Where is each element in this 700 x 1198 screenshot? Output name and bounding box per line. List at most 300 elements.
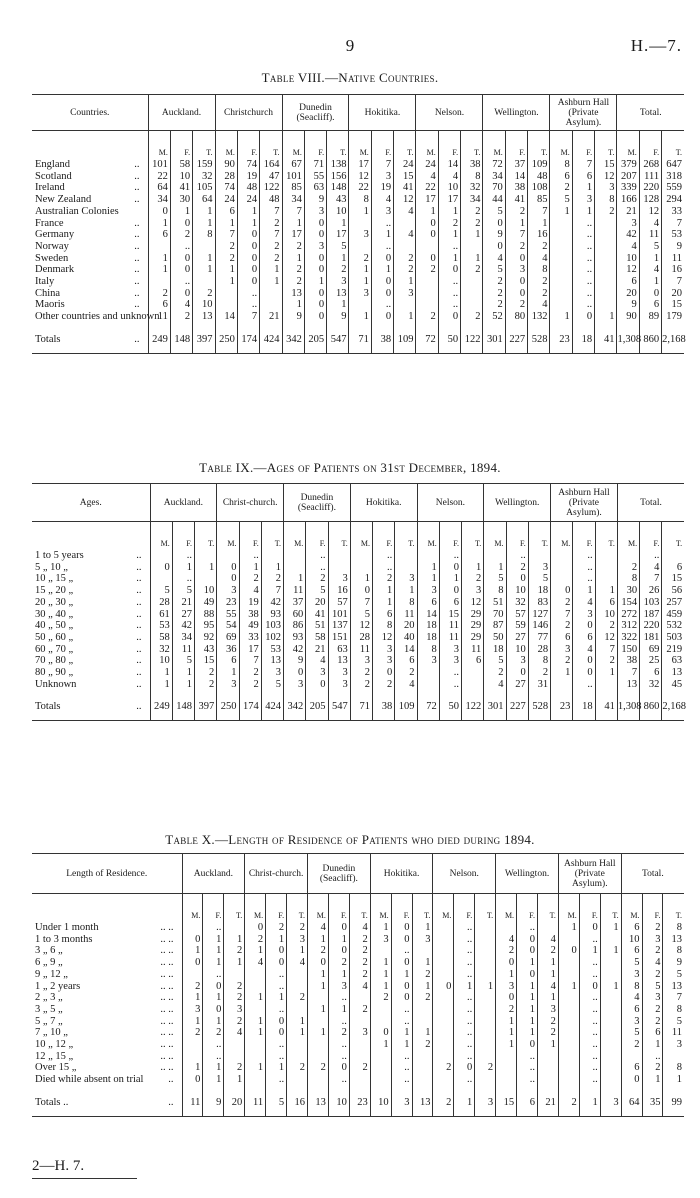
table-cell (550, 276, 572, 288)
table-cell: 3 (182, 1004, 203, 1016)
table-cell (394, 299, 416, 311)
table-cell: 0 (454, 1062, 475, 1074)
table-cell: 3 (573, 609, 595, 621)
table-cell (663, 1051, 684, 1063)
table-cell: 12 (349, 171, 371, 183)
table-cell: 5 (306, 585, 328, 597)
table-cell: 0 (558, 945, 579, 957)
row-dots: .. (136, 678, 142, 690)
table-cell: .. (439, 667, 461, 679)
table-cell: 1 (573, 585, 595, 597)
table-cell: 0 (304, 229, 326, 241)
table-cell: 9 (662, 241, 684, 253)
table-cell: 34 (282, 194, 304, 206)
table-cell: 151 (328, 632, 350, 644)
table-cell: 58 (306, 632, 328, 644)
table-cell (245, 1074, 266, 1086)
table-cell: 1 (517, 1004, 538, 1016)
table-cell: 0 (371, 276, 393, 288)
table-cell: 8 (550, 159, 572, 171)
table-cell: 27 (506, 632, 528, 644)
table-cell: 1 (438, 229, 460, 241)
table-cell: 2 (328, 1027, 349, 1039)
table-cell: 146 (528, 620, 550, 632)
table-cell: 0 (573, 655, 595, 667)
table-cell: 1 (663, 1074, 684, 1086)
table-cell (600, 1074, 621, 1086)
table-cell (148, 276, 170, 288)
table-cell: 0 (621, 1074, 642, 1086)
table-cell: 11 (395, 609, 417, 621)
table-cell: 7 (237, 311, 259, 323)
mft-label: M. (370, 894, 391, 923)
table-cell: 3 (417, 585, 439, 597)
table-row (32, 311, 684, 323)
table-cell: 2 (461, 264, 483, 276)
table-cell: 2 (528, 276, 550, 288)
table-cell: 10 (370, 1086, 391, 1116)
table-row (32, 644, 684, 656)
table-cell: 13 (663, 981, 684, 993)
table-cell: 51 (484, 597, 506, 609)
table-cell: 0 (266, 1027, 287, 1039)
table-row (32, 194, 684, 206)
mft-label: T. (595, 522, 617, 551)
table-cell: 103 (261, 620, 283, 632)
table-cell: 1 (537, 992, 558, 1004)
table-cell: 1 (266, 1062, 287, 1074)
table-cell: 32 (506, 597, 528, 609)
table-cell: 8 (395, 597, 417, 609)
table-cell: .. (572, 253, 594, 265)
table-cell: 8 (663, 945, 684, 957)
table-cell: 37 (284, 597, 306, 609)
table-cell: 268 (639, 159, 661, 171)
table-cell: 127 (528, 609, 550, 621)
table-cell: 1 (150, 667, 172, 679)
mft-label: M. (215, 131, 237, 160)
table-cell: 11 (639, 229, 661, 241)
table-cell (284, 562, 306, 574)
table-cell (461, 288, 483, 300)
row-dots: .. (134, 229, 140, 241)
table-cell: 13 (282, 288, 304, 300)
table-cell: .. (371, 218, 393, 230)
table-cell: 4 (483, 253, 505, 265)
table-cell: 48 (260, 194, 282, 206)
table-cell: 101 (282, 171, 304, 183)
table-cell (595, 276, 617, 288)
table-cell (349, 1074, 370, 1086)
column-header: Wellington. (496, 854, 559, 894)
table-cell: 3 (373, 655, 395, 667)
table-cell: 1 (579, 1086, 600, 1116)
table-cell: .. (579, 1039, 600, 1051)
table-cell: 2 (394, 264, 416, 276)
table-cell: 4 (537, 981, 558, 993)
table-cell: 21 (172, 597, 194, 609)
table-cell: 0 (551, 585, 573, 597)
table-cell: 1 (595, 667, 617, 679)
table-cell: 2 (483, 299, 505, 311)
table-cell: 181 (640, 632, 662, 644)
table-cell: 2 (182, 1027, 203, 1039)
table-cell: 42 (172, 620, 194, 632)
table-cell: 85 (282, 182, 304, 194)
table-cell (550, 218, 572, 230)
table-cell: 8 (663, 1004, 684, 1016)
table-cell (475, 1074, 496, 1086)
table-cell: 3 (391, 1086, 412, 1116)
table-cell: 70 (484, 609, 506, 621)
table-cell: 1 (215, 218, 237, 230)
table-cell (475, 992, 496, 1004)
row-label: Denmark (35, 264, 75, 276)
table-cell (370, 1004, 391, 1016)
table-cell: 2 (617, 562, 639, 574)
table-cell (433, 1016, 454, 1028)
mft-label: F. (239, 522, 261, 551)
table-cell: 0 (517, 969, 538, 981)
table-cell (215, 288, 237, 300)
mft-label: T. (395, 522, 417, 551)
table-cell (245, 1004, 266, 1016)
table-cell (496, 1062, 517, 1074)
table-cell: 1 (639, 253, 661, 265)
table-row (32, 218, 684, 230)
table-cell: 1 (496, 1016, 517, 1028)
table-cell: 89 (639, 311, 661, 323)
table-cell: 0 (416, 229, 438, 241)
table-cell: 4 (308, 922, 329, 934)
table-cell: 6 (621, 1004, 642, 1016)
table-cell: 397 (195, 690, 217, 720)
table-cell (475, 934, 496, 946)
table-cell: 9 (327, 311, 349, 323)
table-cell: .. (579, 934, 600, 946)
table-cell: 2 (245, 934, 266, 946)
table-cell: 30 (170, 194, 192, 206)
mft-label: M. (245, 894, 266, 923)
table-cell: 21 (306, 644, 328, 656)
table-cell: 1 (308, 1004, 329, 1016)
table-cell: 13 (412, 1086, 433, 1116)
table-cell: 5 (261, 679, 283, 691)
table-cell: 1 (182, 1016, 203, 1028)
table-cell: 8 (349, 194, 371, 206)
table-cell: 27 (172, 609, 194, 621)
table-cell: 1 (394, 276, 416, 288)
mft-label: T. (662, 522, 684, 551)
column-header: Wellington. (483, 95, 550, 131)
table-cell: 7 (371, 159, 393, 171)
table-cell: 23 (550, 323, 572, 353)
mft-label: F. (505, 131, 527, 160)
row-label: Australian Colonies (35, 205, 119, 217)
table-cell: 32 (193, 171, 215, 183)
table-cell: 528 (528, 690, 550, 720)
table-cell: 0 (391, 922, 412, 934)
table-cell: 6 (373, 609, 395, 621)
table-cell: 38 (461, 159, 483, 171)
table-cell: 1 (148, 218, 170, 230)
table-cell: 32 (150, 644, 172, 656)
table-cell: .. (642, 1051, 663, 1063)
table-cell (550, 264, 572, 276)
table-cell (433, 969, 454, 981)
mft-label: F. (371, 131, 393, 160)
table-cell: 14 (417, 609, 439, 621)
mft-label: F. (373, 522, 395, 551)
table-cell: 44 (483, 194, 505, 206)
table-cell: 8 (595, 194, 617, 206)
table-cell: 179 (662, 311, 684, 323)
table-cell: 0 (328, 922, 349, 934)
table-cell: 111 (639, 171, 661, 183)
table-cell: 11 (350, 644, 372, 656)
table-cell (475, 957, 496, 969)
table-cell: 2 (537, 945, 558, 957)
table-cell (215, 299, 237, 311)
table-cell: 1 (224, 1074, 245, 1086)
table-cell (350, 550, 372, 562)
table-cell: 1 (215, 276, 237, 288)
table-cell: 1 (304, 276, 326, 288)
row-dots: .. .. (160, 1039, 174, 1051)
table-cell: 3 (642, 934, 663, 946)
table-cell (349, 241, 371, 253)
mft-label: T. (462, 522, 484, 551)
table-cell: 54 (217, 620, 239, 632)
table-cell: 12 (595, 632, 617, 644)
row-label: Germany (35, 229, 75, 241)
table-cell: .. (572, 276, 594, 288)
table-cell: 101 (328, 609, 350, 621)
table-cell: 3 (663, 1039, 684, 1051)
table-cell: .. (579, 1051, 600, 1063)
table-cell: 3 (261, 667, 283, 679)
table-cell: .. (579, 1016, 600, 1028)
table-cell: 0 (304, 311, 326, 323)
table-cell: 60 (284, 609, 306, 621)
row-label: Norway (35, 240, 69, 252)
table-cell (475, 1051, 496, 1063)
table-cell: 122 (462, 690, 484, 720)
table-cell: 13 (308, 1086, 329, 1116)
table-cell: 0 (438, 264, 460, 276)
table-cell: 8 (663, 922, 684, 934)
table-cell: 2 (461, 206, 483, 218)
table-cell: 2 (433, 1086, 454, 1116)
table-cell: 20 (662, 288, 684, 300)
table-cell: 0 (496, 992, 517, 1004)
table-cell: 15 (595, 159, 617, 171)
table-cell: 1 (558, 981, 579, 993)
mft-label: F. (306, 522, 328, 551)
table-cell: .. (572, 299, 594, 311)
table-cell: 27 (506, 679, 528, 691)
mft-label: F. (203, 894, 224, 923)
table-cell: 0 (148, 206, 170, 218)
table-cell: 4 (639, 264, 661, 276)
table-cell: 5 (639, 241, 661, 253)
table-cell: 3 (642, 992, 663, 1004)
table-cell (433, 934, 454, 946)
table-cell (287, 969, 308, 981)
table-cell: .. (454, 1027, 475, 1039)
table-cell: 3 (328, 981, 349, 993)
table-row (32, 945, 684, 957)
table-cell (550, 299, 572, 311)
table-cell (595, 573, 617, 585)
table-cell: 322 (617, 632, 639, 644)
table-cell: 0 (237, 253, 259, 265)
table-cell: 1 (266, 934, 287, 946)
table-cell: 272 (617, 609, 639, 621)
mft-label: M. (150, 522, 172, 551)
table-cell: 0 (505, 288, 527, 300)
table-cell: 3 (349, 1027, 370, 1039)
row-label: Italy (35, 276, 55, 288)
table-cell: 2 (461, 218, 483, 230)
table-cell: .. (579, 969, 600, 981)
row-dots: .. .. (160, 922, 174, 933)
table-cell: 6 (517, 1086, 538, 1116)
table-cell: 8 (528, 655, 550, 667)
table-cell: 1 (595, 585, 617, 597)
table-cell: 0 (306, 679, 328, 691)
mft-label: F. (439, 522, 461, 551)
table-cell: 6 (395, 655, 417, 667)
table-cell: 2 (349, 945, 370, 957)
table-x-title: Table X.—Length of Residence of Patients who died during 1894. (165, 832, 535, 847)
table-cell (412, 1074, 433, 1086)
table-cell (224, 922, 245, 934)
table-cell: 1 (475, 981, 496, 993)
table-cell: 424 (261, 690, 283, 720)
table-cell: 5 (350, 609, 372, 621)
table-cell: 9 (617, 299, 639, 311)
table-cell (528, 550, 550, 562)
mft-label: M. (484, 522, 506, 551)
table-cell: 148 (170, 323, 192, 353)
table-cell (370, 1062, 391, 1074)
mft-label: F. (266, 894, 287, 923)
table-cell: 41 (505, 194, 527, 206)
column-header: Total. (617, 95, 684, 131)
table-cell: 0 (391, 957, 412, 969)
table-cell: 0 (433, 981, 454, 993)
table-cell: 40 (395, 632, 417, 644)
table-cell: 1 (148, 253, 170, 265)
table-cell: 20 (224, 1086, 245, 1116)
table-cell: 4 (528, 299, 550, 311)
table-cell: 9 (282, 311, 304, 323)
table-cell: 312 (617, 620, 639, 632)
table-cell: 6 (621, 1062, 642, 1074)
column-header: Dunedin (Seacliff). (284, 484, 351, 522)
table-row (32, 1062, 684, 1074)
table-cell: 2 (475, 1062, 496, 1074)
table-cell: 6 (642, 1027, 663, 1039)
table-cell: 2 (287, 922, 308, 934)
table-cell: 0 (304, 218, 326, 230)
table-cell: 2 (505, 299, 527, 311)
table-cell: 17 (239, 644, 261, 656)
mft-label: M. (217, 522, 239, 551)
table-cell: 90 (617, 311, 639, 323)
mft-label: T. (287, 894, 308, 923)
table-cell: 10 (195, 585, 217, 597)
table-cell: 57 (328, 597, 350, 609)
table-cell (416, 276, 438, 288)
table-cell: 1 (371, 229, 393, 241)
row-label: 70 „ 80 „ (35, 655, 74, 667)
table-cell: .. (239, 550, 261, 562)
table-cell: 48 (528, 171, 550, 183)
table-cell: 1 (371, 264, 393, 276)
table-cell: 3 (505, 264, 527, 276)
table-cell: .. (517, 1051, 538, 1063)
table-cell: 1 (391, 969, 412, 981)
table-cell (284, 550, 306, 562)
table-cell: 1 (224, 934, 245, 946)
table-cell: 2 (642, 1004, 663, 1016)
table-cell: 2 (528, 288, 550, 300)
table-cell: 18 (417, 620, 439, 632)
table-cell (462, 550, 484, 562)
table-cell: 3 (496, 981, 517, 993)
table-cell (193, 241, 215, 253)
table-cell (328, 562, 350, 574)
table-cell: 7 (282, 206, 304, 218)
table-cell: .. (454, 1004, 475, 1016)
row-dots: .. .. (160, 933, 174, 945)
table-cell: 6 (595, 597, 617, 609)
mft-label: F. (454, 894, 475, 923)
totals-row (32, 1086, 684, 1116)
table-cell: .. (572, 229, 594, 241)
table-cell: 86 (284, 620, 306, 632)
table-cell: 647 (662, 159, 684, 171)
table-cell (550, 241, 572, 253)
table-cell: 1 (391, 1039, 412, 1051)
table-cell: 10 (617, 253, 639, 265)
table-cell: 1 (266, 992, 287, 1004)
table-cell: 1 (600, 981, 621, 993)
table-cell: 4 (621, 992, 642, 1004)
mft-label: F. (438, 131, 460, 160)
table-row (32, 1004, 684, 1016)
table-cell: 8 (484, 585, 506, 597)
mft-label: M. (551, 522, 573, 551)
table-cell: 342 (282, 323, 304, 353)
table-cell (433, 922, 454, 934)
table-cell: 1 (237, 206, 259, 218)
table-cell: 109 (394, 323, 416, 353)
table-cell: 2 (412, 1039, 433, 1051)
row-dots: .. (134, 287, 140, 299)
mft-spacer (32, 894, 182, 923)
table-cell: 0 (517, 945, 538, 957)
table-cell: 2 (412, 992, 433, 1004)
table-cell: .. (454, 992, 475, 1004)
table-cell: 0 (483, 218, 505, 230)
mft-label: M. (350, 522, 372, 551)
table-cell: 15 (439, 609, 461, 621)
table-cell: 1 (282, 253, 304, 265)
row-label: 40 „ 50 „ (35, 620, 74, 632)
